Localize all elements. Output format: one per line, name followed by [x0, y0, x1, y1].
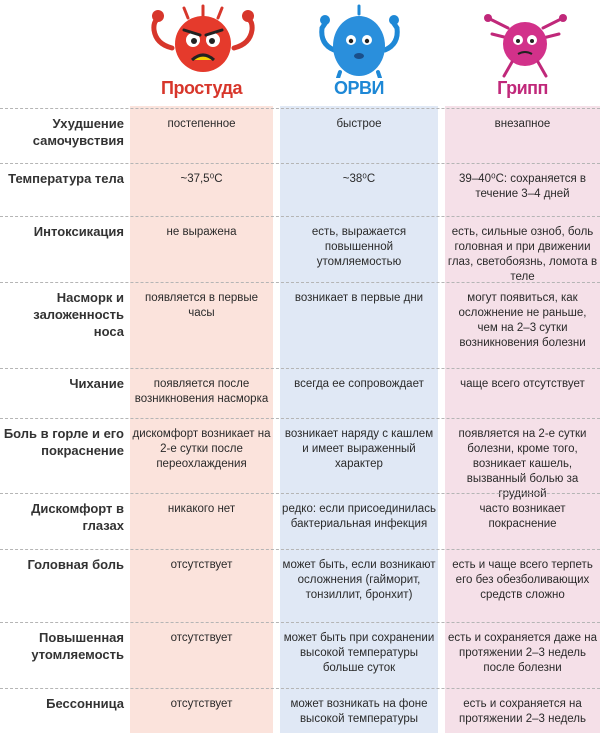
- table-row: [0, 282, 600, 369]
- cell-cold: появляется в первые часы: [144, 292, 259, 319]
- table-row: [0, 418, 600, 500]
- row-label: Насморк и заложенность носа: [33, 290, 124, 339]
- cell-flu: есть и сохраняется на протяжении 2–3 недель: [458, 698, 587, 725]
- row-label: Интоксикация: [33, 224, 124, 239]
- table-row: [0, 368, 600, 419]
- table-row: [0, 108, 600, 164]
- row-label: Боль в горле и его покраснение: [3, 426, 124, 458]
- table-row: [0, 622, 600, 689]
- cell-cold: не выражена: [166, 226, 237, 238]
- row-label: Чихание: [69, 376, 124, 391]
- blue-germ-icon: [312, 4, 407, 78]
- table-header: [0, 0, 600, 106]
- cell-orvi: может быть, если возникают осложнения (гайморит, тонзиллит, бронхит): [282, 559, 436, 601]
- cell-cold: постепенное: [167, 118, 236, 130]
- cell-orvi: возникает наряду с кашлем и имеет выраженный характер: [284, 428, 434, 470]
- table-row: [0, 216, 600, 283]
- cell-flu: есть, сильные озноб, боль головная и при движении глаз, светобоязнь, ломота в теле: [447, 226, 598, 283]
- cell-orvi: всегда ее сопровождает: [294, 378, 424, 390]
- row-label: Головная боль: [27, 557, 124, 572]
- column-title-cold: Простуда: [161, 78, 242, 98]
- column-title-orvi: ОРВИ: [334, 78, 384, 98]
- cell-cold: отсутствует: [170, 698, 233, 710]
- watermark: Cот: [510, 14, 528, 25]
- cell-cold: отсутствует: [170, 559, 233, 571]
- cell-cold: никакого нет: [167, 503, 236, 515]
- cell-flu: внезапное: [494, 118, 551, 130]
- cell-orvi: может быть при сохранении высокой температуры больше суток: [283, 632, 435, 674]
- cell-flu: чаще всего отсутствует: [460, 378, 585, 390]
- table-row: [0, 549, 600, 623]
- row-label: Температура тела: [8, 171, 124, 186]
- row-label: Дискомфорт в глазах: [31, 501, 124, 533]
- cell-flu: часто возникает покраснение: [479, 503, 566, 530]
- row-label: Повышенная утомляемость: [31, 630, 124, 662]
- table-row: [0, 493, 600, 550]
- cell-orvi: есть, выражается повышенной утомляемостью: [311, 226, 407, 268]
- cell-orvi: может возникать на фоне высокой температуры: [290, 698, 428, 725]
- cell-cold: отсутствует: [170, 632, 233, 644]
- cell-cold: дискомфорт возникает на 2-е сутки после переохлаждения: [132, 428, 271, 470]
- cell-orvi: быстрое: [336, 118, 382, 130]
- row-label: Ухудшение самочувствия: [32, 116, 124, 148]
- row-label: Бессонница: [46, 696, 124, 711]
- cell-orvi: ~38⁰С: [342, 173, 376, 185]
- cell-flu: есть и сохраняется даже на протяжении 2–3 недель после болезни: [448, 632, 597, 674]
- table-row: [0, 688, 600, 734]
- cell-flu: есть и чаще всего терпеть его без обезболивающих средств сложно: [452, 559, 593, 601]
- cell-flu: появляется на 2-е сутки болезни, кроме того, возникает кашель, вызванный болью за грудиной: [458, 428, 587, 500]
- column-title-flu: Грипп: [497, 78, 548, 98]
- cell-orvi: редко: если присоединилась бактериальная инфекция: [282, 503, 436, 530]
- table-row: [0, 163, 600, 217]
- cell-flu: 39–40⁰С: сохраняется в течение 3–4 дней: [459, 173, 586, 200]
- cell-flu: могут появиться, как осложнение не раньше, чем на 2–3 сутки возникновения болезни: [458, 292, 587, 349]
- cell-orvi: возникает в первые дни: [294, 292, 424, 304]
- angry-red-germ-icon: [148, 4, 258, 78]
- cell-cold: ~37,5⁰С: [180, 173, 223, 185]
- cell-cold: появляется после возникновения насморка: [134, 378, 269, 405]
